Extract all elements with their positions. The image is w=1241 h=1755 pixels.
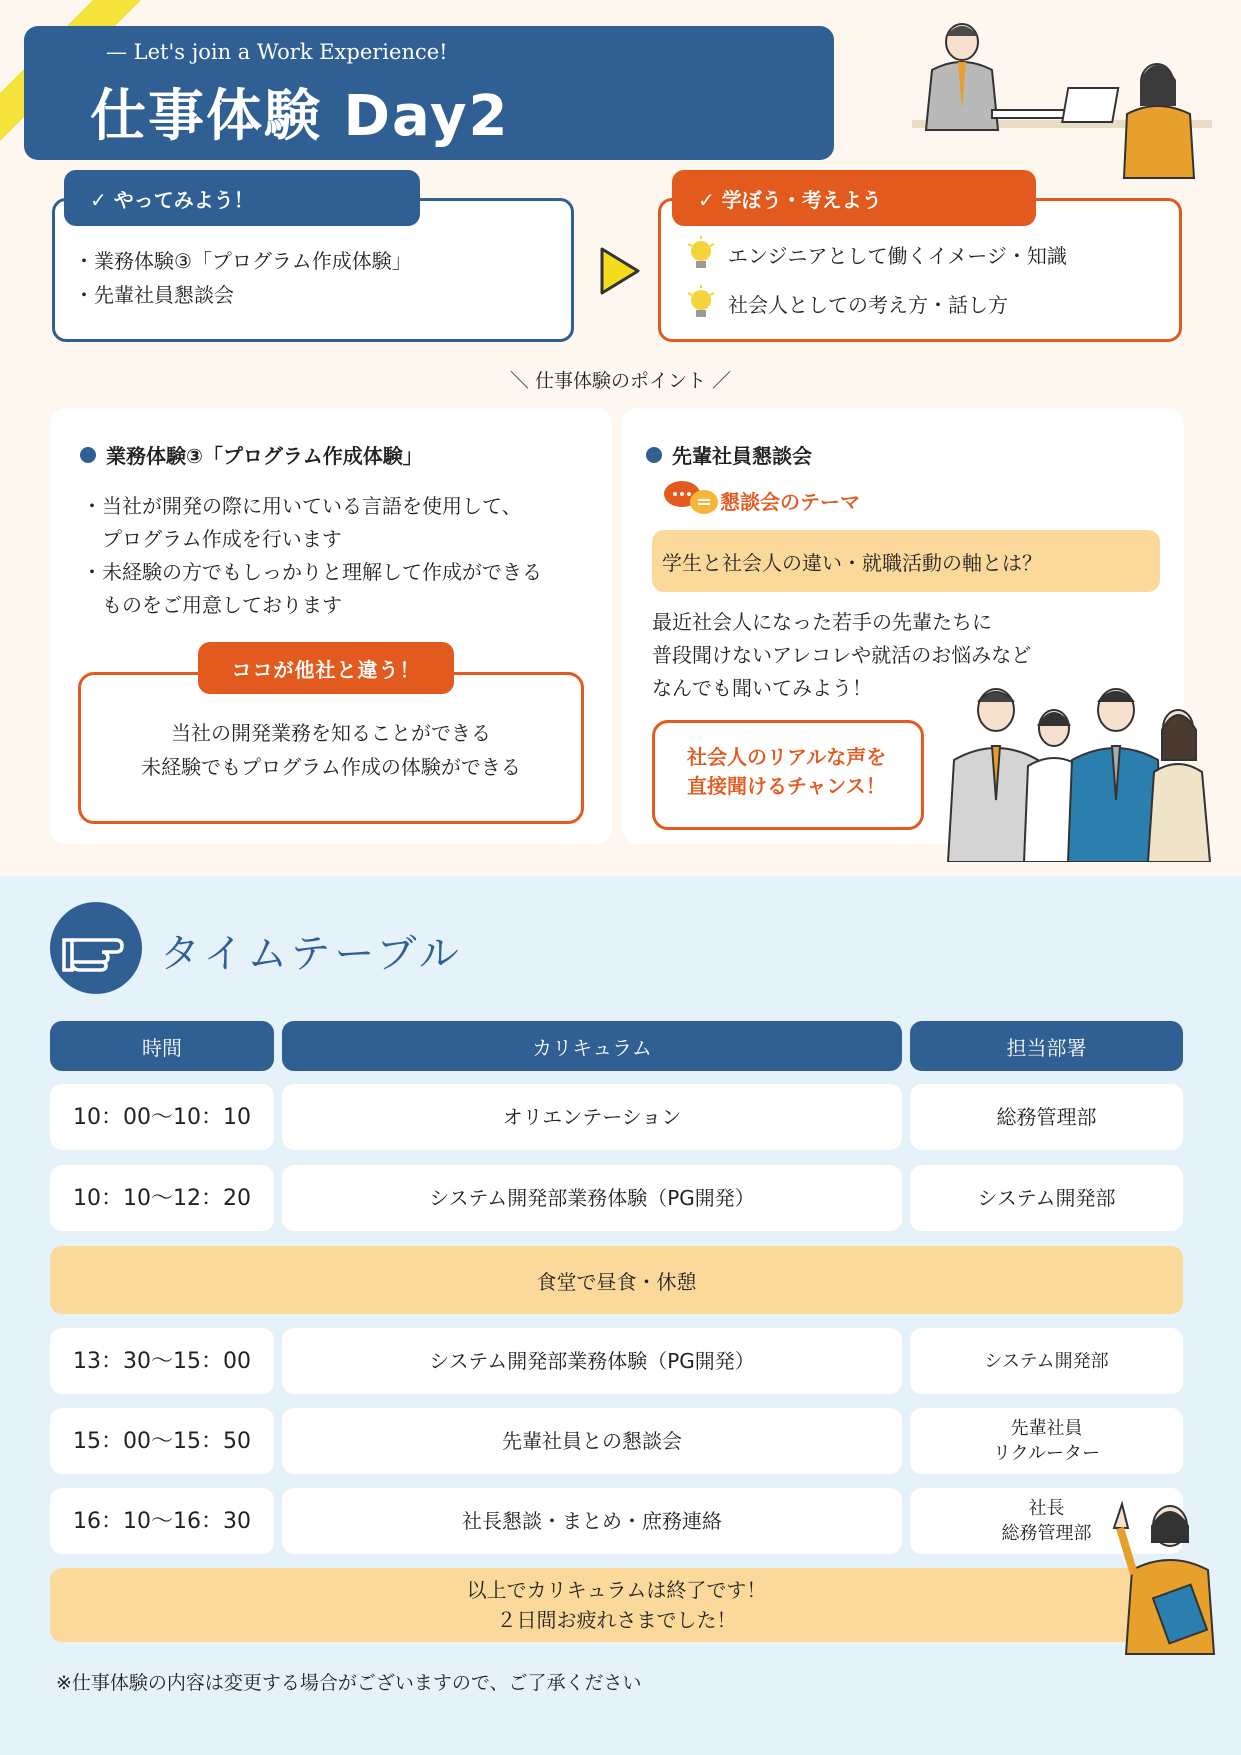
page-title: 仕事体験 Day2: [90, 84, 510, 149]
voice-line: 直接聞けるチャンス！: [687, 774, 886, 798]
learn-item: [686, 285, 1008, 321]
bullet-line: プログラム作成を行います: [82, 527, 342, 551]
body-line: 最近社会人になった若手の先輩たちに: [652, 610, 992, 634]
closing-line: ２日間お疲れさまでした！: [496, 1608, 737, 1632]
program-card-title-text: 業務体験③「プログラム作成体験」: [106, 444, 423, 468]
body-line: 普段聞けないアレコレや就活のお悩みなど: [652, 643, 1032, 667]
table-cell-curriculum: システム開発部業務体験（PG開発）: [282, 1328, 902, 1394]
bullet-dot: [80, 447, 96, 463]
lightbulb-icon: [686, 236, 716, 272]
closing-row: [50, 1568, 1183, 1642]
list-item: ・業務体験③「プログラム作成体験」: [74, 249, 412, 273]
bullet-line: ものをご用意しております: [82, 593, 342, 617]
play-arrow-icon: [598, 245, 642, 297]
difference-line: 未経験でもプログラム作成の体験ができる: [141, 755, 521, 779]
closing-line: 以上でカリキュラムは終了です！: [466, 1578, 767, 1602]
voice-line: 社会人のリアルな声を: [687, 745, 887, 769]
table-cell-department: 先輩社員 リクルーター: [910, 1408, 1183, 1474]
table-cell-time: 10：00〜10：10: [50, 1084, 274, 1150]
lunch-break-row: 食堂で昼食・休憩: [50, 1246, 1183, 1314]
table-cell-time: 15：00〜15：50: [50, 1408, 274, 1474]
guide-woman-illustration: [1110, 1498, 1230, 1656]
difference-heading: ココが他社と違う！: [198, 642, 454, 694]
table-cell-department: システム開発部: [910, 1165, 1183, 1231]
difference-lines: [78, 716, 584, 784]
seniors-thumbs-up-illustration: [940, 680, 1216, 862]
table-cell-department: 総務管理部: [910, 1084, 1183, 1150]
column-header-time: 時間: [50, 1021, 274, 1071]
learn-item-text: 社会人としての考え方・話し方: [728, 292, 1008, 317]
timetable-title: タイムテーブル: [160, 931, 463, 977]
program-bullets: [82, 490, 542, 622]
table-cell-curriculum: システム開発部業務体験（PG開発）: [282, 1165, 902, 1231]
table-cell-department: 社長 総務管理部: [910, 1488, 1183, 1554]
bullet-line: ・未経験の方でもしっかりと理解して作成ができる: [82, 560, 542, 584]
table-cell-time: 16：10〜16：30: [50, 1488, 274, 1554]
theme-banner: 学生と社会人の違い・就職活動の軸とは？: [652, 530, 1160, 592]
footnote: ※仕事体験の内容は変更する場合がございますので、ご了承ください: [56, 1672, 642, 1694]
meeting-illustration: [912, 10, 1212, 190]
theme-label: 懇談会のテーマ: [720, 490, 860, 514]
lightbulb-icon: [686, 285, 716, 321]
bullet-dot: [646, 447, 662, 463]
table-cell-time: 13：30〜15：00: [50, 1328, 274, 1394]
learn-heading: ✓ 学ぼう・考えよう: [672, 170, 1036, 226]
senior-talk-title-text: 先輩社員懇談会: [672, 444, 812, 468]
title-subtitle: — Let's join a Work Experience!: [106, 40, 448, 64]
table-cell-curriculum: オリエンテーション: [282, 1084, 902, 1150]
try-list: [74, 244, 412, 312]
points-heading: ＼ 仕事体験のポイント ／: [509, 370, 732, 392]
pointing-hand-icon: [50, 902, 142, 994]
try-heading: ✓ やってみよう！: [64, 170, 420, 226]
table-cell-curriculum: 先輩社員との懇談会: [282, 1408, 902, 1474]
column-header-curriculum: カリキュラム: [282, 1021, 902, 1071]
learn-item: [686, 236, 1067, 272]
table-cell-curriculum: 社長懇談・まとめ・庶務連絡: [282, 1488, 902, 1554]
table-cell-department: システム開発部: [910, 1328, 1183, 1394]
body-line: なんでも聞いてみよう！: [652, 676, 872, 700]
real-voice-box: [652, 720, 924, 830]
difference-line: 当社の開発業務を知ることができる: [171, 721, 491, 745]
bullet-line: ・当社が開発の際に用いている言語を使用して、: [82, 494, 522, 518]
learn-item-text: エンジニアとして働くイメージ・知識: [728, 243, 1067, 268]
list-item: ・先輩社員懇談会: [74, 283, 234, 307]
table-cell-time: 10：10〜12：20: [50, 1165, 274, 1231]
chat-bubbles-icon: [662, 476, 720, 520]
program-card-title: [80, 440, 423, 469]
pointing-hand-glyph: [50, 902, 142, 994]
column-header-department: 担当部署: [910, 1021, 1183, 1071]
senior-talk-title: [646, 440, 812, 469]
